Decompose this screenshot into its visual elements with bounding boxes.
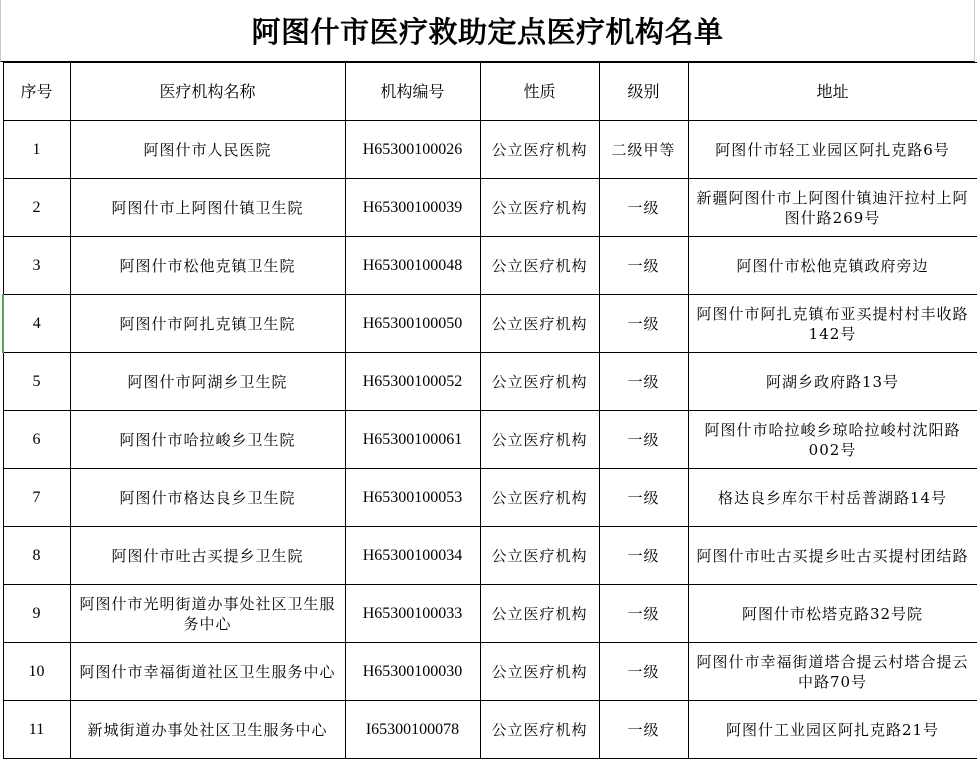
cell-nature[interactable]: 公立医疗机构: [480, 701, 599, 759]
cell-address[interactable]: 阿图什市哈拉峻乡琼哈拉峻村沈阳路002号: [688, 411, 977, 469]
cell-nature[interactable]: 公立医疗机构: [480, 411, 599, 469]
cell-level[interactable]: 一级: [599, 411, 688, 469]
title-cell[interactable]: [0, 0, 975, 62]
cell-code[interactable]: H65300100050: [345, 295, 480, 353]
cell-number[interactable]: 1: [3, 121, 70, 179]
cell-nature[interactable]: 公立医疗机构: [480, 237, 599, 295]
cell-level[interactable]: 一级: [599, 527, 688, 585]
col-header-code[interactable]: 机构编号: [345, 63, 480, 121]
cell-number[interactable]: 8: [3, 527, 70, 585]
cell-name[interactable]: 阿图什市松他克镇卫生院: [70, 237, 345, 295]
cell-number[interactable]: 6: [3, 411, 70, 469]
cell-address[interactable]: 新疆阿图什市上阿图什镇迪汗拉村上阿图什路269号: [688, 179, 977, 237]
cell-name[interactable]: 阿图什市阿湖乡卫生院: [70, 353, 345, 411]
cell-nature[interactable]: 公立医疗机构: [480, 469, 599, 527]
cell-number[interactable]: 5: [3, 353, 70, 411]
cell-level[interactable]: 一级: [599, 237, 688, 295]
cell-code[interactable]: H65300100052: [345, 353, 480, 411]
institution-table: [2, 62, 977, 759]
cell-code[interactable]: H65300100026: [345, 121, 480, 179]
cell-level[interactable]: 一级: [599, 643, 688, 701]
cell-level[interactable]: 一级: [599, 585, 688, 643]
cell-level[interactable]: 一级: [599, 353, 688, 411]
table-row: [3, 527, 977, 585]
cell-address[interactable]: 阿图什市松塔克路32号院: [688, 585, 977, 643]
cell-number[interactable]: 11: [3, 701, 70, 759]
cell-code[interactable]: H65300100053: [345, 469, 480, 527]
cell-nature[interactable]: 公立医疗机构: [480, 643, 599, 701]
cell-name[interactable]: 阿图什市格达良乡卫生院: [70, 469, 345, 527]
header-row: [3, 63, 977, 121]
table-row: [3, 237, 977, 295]
cell-code[interactable]: H65300100048: [345, 237, 480, 295]
cell-name[interactable]: 阿图什市上阿图什镇卫生院: [70, 179, 345, 237]
cell-level[interactable]: 一级: [599, 701, 688, 759]
table-row: [3, 353, 977, 411]
cell-nature[interactable]: 公立医疗机构: [480, 353, 599, 411]
table-row: [3, 295, 977, 353]
page-title: 阿图什市医疗救助定点医疗机构名单: [251, 15, 724, 49]
col-header-number[interactable]: 序号: [3, 63, 70, 121]
cell-address[interactable]: 阿湖乡政府路13号: [688, 353, 977, 411]
cell-nature[interactable]: 公立医疗机构: [480, 121, 599, 179]
cell-address[interactable]: 阿图什市吐古买提乡吐古买提村团结路: [688, 527, 977, 585]
table-row: [3, 585, 977, 643]
cell-nature[interactable]: 公立医疗机构: [480, 179, 599, 237]
cell-level[interactable]: 二级甲等: [599, 121, 688, 179]
table-row: [3, 701, 977, 759]
cell-code[interactable]: H65300100033: [345, 585, 480, 643]
cell-name[interactable]: 阿图什市光明街道办事处社区卫生服务中心: [70, 585, 345, 643]
cell-number[interactable]: 9: [3, 585, 70, 643]
cell-address[interactable]: 阿图什工业园区阿扎克路21号: [688, 701, 977, 759]
cell-address[interactable]: 阿图什市轻工业园区阿扎克路6号: [688, 121, 977, 179]
cell-nature[interactable]: 公立医疗机构: [480, 527, 599, 585]
table-row: [3, 469, 977, 527]
cell-number[interactable]: 7: [3, 469, 70, 527]
cell-level[interactable]: 一级: [599, 469, 688, 527]
cell-name[interactable]: 阿图什市吐古买提乡卫生院: [70, 527, 345, 585]
table-row: [3, 643, 977, 701]
cell-address[interactable]: 阿图什市松他克镇政府旁边: [688, 237, 977, 295]
cell-name[interactable]: 新城街道办事处社区卫生服务中心: [70, 701, 345, 759]
col-header-nature[interactable]: 性质: [480, 63, 599, 121]
table-row: [3, 411, 977, 469]
cell-address[interactable]: 阿图什市阿扎克镇布亚买提村村丰收路142号: [688, 295, 977, 353]
cell-nature[interactable]: 公立医疗机构: [480, 295, 599, 353]
col-header-address[interactable]: 地址: [688, 63, 977, 121]
cell-address[interactable]: 阿图什市幸福街道塔合提云村塔合提云中路70号: [688, 643, 977, 701]
cell-name[interactable]: 阿图什市人民医院: [70, 121, 345, 179]
cell-code[interactable]: H65300100034: [345, 527, 480, 585]
cell-number[interactable]: 10: [3, 643, 70, 701]
cell-level[interactable]: 一级: [599, 179, 688, 237]
col-header-name[interactable]: 医疗机构名称: [70, 63, 345, 121]
cell-number[interactable]: 4: [3, 295, 70, 353]
cell-address[interactable]: 格达良乡库尔干村岳普湖路14号: [688, 469, 977, 527]
table-row: [3, 179, 977, 237]
cell-number[interactable]: 3: [3, 237, 70, 295]
cell-number[interactable]: 2: [3, 179, 70, 237]
cell-code[interactable]: H65300100030: [345, 643, 480, 701]
cell-code[interactable]: I65300100078: [345, 701, 480, 759]
cell-name[interactable]: 阿图什市哈拉峻乡卫生院: [70, 411, 345, 469]
col-header-level[interactable]: 级别: [599, 63, 688, 121]
cell-name[interactable]: 阿图什市阿扎克镇卫生院: [70, 295, 345, 353]
cell-name[interactable]: 阿图什市幸福街道社区卫生服务中心: [70, 643, 345, 701]
table-row: [3, 121, 977, 179]
cell-code[interactable]: H65300100061: [345, 411, 480, 469]
cell-code[interactable]: H65300100039: [345, 179, 480, 237]
cell-level[interactable]: 一级: [599, 295, 688, 353]
cell-nature[interactable]: 公立医疗机构: [480, 585, 599, 643]
